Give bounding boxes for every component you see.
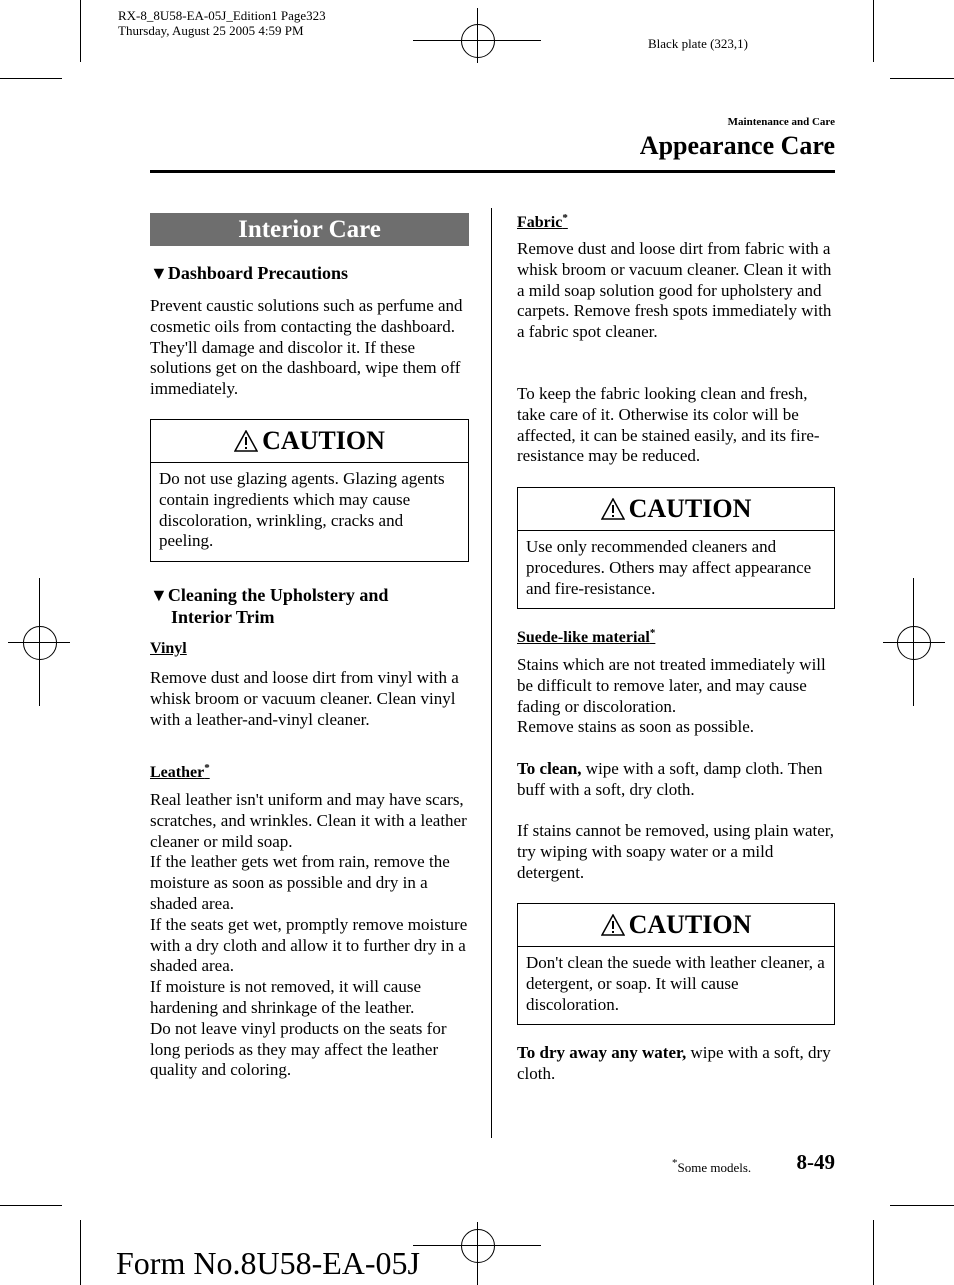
page-title: Appearance Care (639, 131, 835, 160)
print-info-line2: Thursday, August 25 2005 4:59 PM (118, 23, 304, 38)
suede-text-3: If stains cannot be removed, using plain water, try wiping with soapy water or a mild detergent. (517, 821, 835, 882)
vinyl-text: Remove dust and loose dirt from vinyl with a whisk broom or vacuum cleaner. Clean vinyl with a leather-and-vinyl cleaner. (150, 668, 459, 729)
triangle-down-icon: ▼ (150, 263, 168, 283)
triangle-down-icon: ▼ (150, 585, 168, 605)
interior-care-title: Interior Care (150, 213, 469, 246)
asterisk-icon: * (649, 627, 656, 639)
caution-box-cleaners (517, 487, 835, 609)
fabric-text-1: Remove dust and loose dirt from fabric with a whisk broom or vacuum cleaner. Clean it with a mild soap solution good for upholstery and carpets. Remove fresh spots immediately with a fabric spot cleaner. (517, 239, 832, 342)
vinyl-heading: Vinyl (150, 640, 187, 657)
caution-text: Do not use glazing agents. Glazing agents contain ingredients which may cause discoloration, wrinkling, cracks and peeling. (159, 469, 445, 551)
to-dry-text: To dry away any water, wipe with a soft, dry cloth. (517, 1043, 831, 1083)
fabric-heading: Fabric* (517, 212, 568, 231)
column-divider (491, 208, 492, 1138)
caution-text: Don't clean the suede with leather cleaner, a detergent, or soap. It will cause discoloration. (526, 953, 825, 1014)
suede-text-1: Stains which are not treated immediately will be difficult to remove later, and may cause fading or discoloration. Remove stains as soon as possible. (517, 655, 826, 737)
asterisk-icon: * (672, 1157, 678, 1169)
fabric-text-2: To keep the fabric looking clean and fresh, take care of it. Otherwise its color will be affected, it can be stained easily, and its fire-resistance may be reduced. (517, 384, 820, 466)
caution-box-suede (517, 903, 835, 1025)
asterisk-icon: * (562, 212, 568, 224)
leather-text: Real leather isn't uniform and may have scars, scratches, and wrinkles. Clean it with a leather cleaner or mild soap. If the leather gets wet from rain, remove the moisture as soon as possible and dry in a shaded area. If the seats get wet, promptly remove moisture with a dry cloth and allow it to further dry in a shaded area. If moisture is not removed, it will cause hardening and shrinkage of the leather. Do not leave vinyl products on the seats for long periods as they may affect the leather quality and coloring. (150, 790, 468, 1080)
footnote: *Some models. (672, 1157, 752, 1175)
dashboard-text: Prevent caustic solutions such as perfume and cosmetic oils from contacting the dashboard. They'll damage and discolor it. If these solutions get on the dashboard, wipe them off immediately. (150, 296, 463, 399)
plate-label: Black plate (323,1) (648, 36, 748, 51)
header-rule (150, 170, 835, 173)
print-info-line1: RX-8_8U58-EA-05J_Edition1 Page323 (118, 8, 326, 23)
caution-header: CAUTION (518, 488, 834, 531)
caution-header: CAUTION (151, 420, 468, 463)
asterisk-icon: * (204, 762, 210, 774)
to-clean-text: To clean, wipe with a soft, damp cloth. Then buff with a soft, dry cloth. (517, 759, 823, 799)
caution-header: CAUTION (518, 904, 834, 947)
caution-box-glazing (150, 419, 469, 562)
warning-icon (601, 498, 625, 520)
warning-icon (234, 430, 258, 452)
caution-text: Use only recommended cleaners and procedures. Others may affect appearance and fire-resistance. (526, 537, 812, 598)
print-info (118, 8, 326, 38)
page-number: 8-49 (796, 1150, 835, 1174)
suede-heading: Suede-like material* (517, 627, 656, 646)
cleaning-heading: ▼Cleaning the Upholstery and Interior Trim (150, 585, 389, 627)
section-label: Maintenance and Care (727, 116, 835, 128)
warning-icon (601, 914, 625, 936)
leather-heading: Leather* (150, 762, 210, 781)
form-number: Form No.8U58-EA-05J (116, 1245, 420, 1281)
dashboard-heading: ▼Dashboard Precautions (150, 263, 349, 283)
